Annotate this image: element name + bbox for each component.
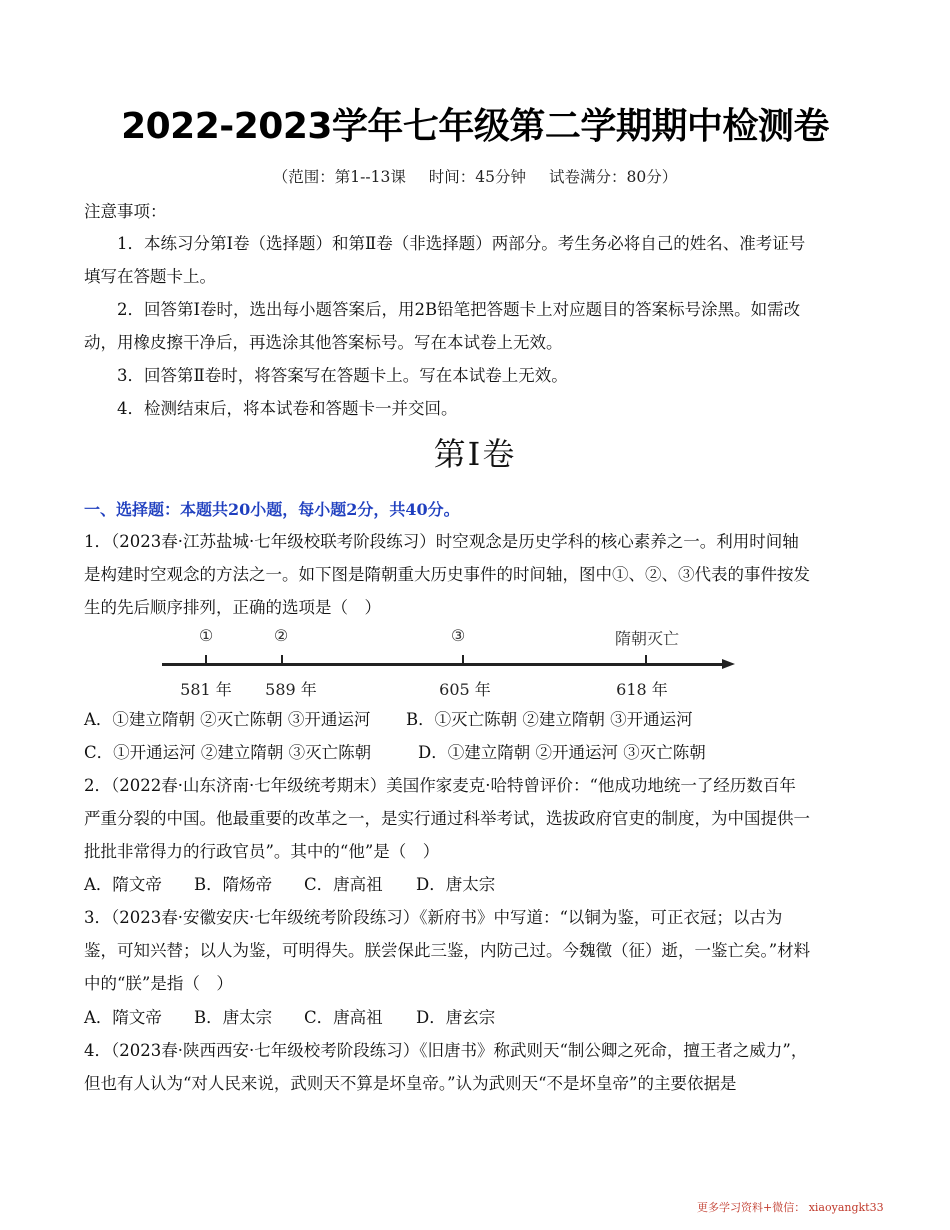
question-3-option-d[interactable]: D．唐玄宗 [416, 1008, 496, 1027]
question-1-options-row-1 [84, 703, 693, 736]
timeline-tick-1 [205, 655, 207, 664]
question-2-option-c[interactable]: C．唐高祖 [304, 875, 383, 894]
timeline-year-1: 581 年 [180, 680, 232, 699]
question-2-option-d[interactable]: D．唐太宗 [416, 875, 496, 894]
timeline-year-3: 605 年 [439, 680, 491, 699]
question-3-option-a[interactable]: A．隋文帝 [84, 1008, 162, 1027]
question-4-text: 4．（2023春·陕西西安·七年级校考阶段练习）《旧唐书》称武则天“制公卿之死命，擅王者之威力”，但也有人认为“对人民来说，武则天不算是坏皇帝。”认为武则天“不是坏皇帝”的主要依据是 [84, 1041, 808, 1093]
timeline-year-2: 589 年 [265, 680, 317, 699]
timeline-arrow [722, 659, 735, 669]
notes-heading: 注意事项： [84, 202, 167, 221]
question-2-option-b[interactable]: B．隋炀帝 [194, 875, 273, 894]
question-1-option-b[interactable]: B．①灭亡陈朝 ②建立隋朝 ③开通运河 [406, 710, 693, 729]
timeline-event-4: 隋朝灭亡 [614, 629, 680, 648]
question-3-options [84, 1001, 495, 1034]
timeline-year-4: 618 年 [616, 680, 668, 699]
question-1-option-d[interactable]: D．①建立隋朝 ②开通运河 ③灭亡陈朝 [418, 743, 706, 762]
question-1-options-row-2 [84, 736, 706, 769]
question-1-option-c[interactable]: C．①开通运河 ②建立隋朝 ③灭亡陈朝 [84, 743, 372, 762]
question-1-option-a[interactable]: A．①建立隋朝 ②灭亡陈朝 ③开通运河 [84, 710, 371, 729]
timeline-tick-3 [462, 655, 464, 664]
note-item-2: 2．回答第Ⅰ卷时，选出每小题答案后，用2B铅笔把答题卡上对应题目的答案标号涂黑。如需改动，用橡皮擦干净后，再选涂其他答案标号。写在本试卷上无效。 [84, 300, 801, 352]
exam-score: 试卷满分：80分） [548, 168, 678, 186]
timeline-tick-2 [281, 655, 283, 664]
timeline-event-2: ② [273, 626, 289, 645]
question-2-text: 2．（2022春·山东济南·七年级统考期末）美国作家麦克·哈特曾评价：“他成功地统一了经历数百年严重分裂的中国。他最重要的改革之一，是实行通过科举考试，选拔政府官吏的制度，为中国提供一批批非常得力的行政官员”。其中的“他”是（ ） [84, 776, 810, 861]
question-2-options [84, 868, 495, 901]
note-item-4: 4．检测结束后，将本试卷和答题卡一并交回。 [117, 399, 458, 418]
section-heading: 第Ⅰ卷 [433, 435, 517, 473]
question-2-option-a[interactable]: A．隋文帝 [84, 875, 162, 894]
timeline-event-3: ③ [450, 626, 466, 645]
exam-scope: （范围：第1--13课 [272, 168, 406, 186]
timeline-event-1: ① [198, 626, 214, 645]
timeline-axis [162, 663, 724, 666]
footer-watermark: 更多学习资料+微信： xiaoyangkt33 [697, 1201, 884, 1214]
question-1-text: 1．（2023春·江苏盐城·七年级校联考阶段练习）时空观念是历史学科的核心素养之一。利用时间轴是构建时空观念的方法之一。如下图是隋朝重大历史事件的时间轴，图中①、②、③代表的事件按发生的先后顺序排列，正确的选项是（ ） [84, 532, 810, 617]
note-item-3: 3．回答第Ⅱ卷时，将答案写在答题卡上。写在本试卷上无效。 [117, 366, 568, 385]
page-title: 2022-2023学年七年级第二学期期中检测卷 [121, 106, 829, 147]
question-3-text: 3．（2023春·安徽安庆·七年级统考阶段练习）《新府书》中写道：“以铜为鉴，可正衣冠；以古为鉴，可知兴替；以人为鉴，可明得失。朕尝保此三鉴，内防己过。今魏徵（征）逝，一鉴亡矣。”材料中的“朕”是指（ ） [84, 908, 811, 993]
note-item-1: 1．本练习分第Ⅰ卷（选择题）和第Ⅱ卷（非选择题）两部分。考生务必将自己的姓名、准考证号填写在答题卡上。 [84, 234, 806, 286]
exam-time: 时间：45分钟 [428, 168, 527, 186]
timeline-figure [150, 622, 750, 707]
question-3-option-b[interactable]: B．唐太宗 [194, 1008, 273, 1027]
exam-info [0, 165, 950, 187]
part-title: 一、选择题：本题共20小题，每小题2分，共40分。 [84, 500, 460, 519]
timeline-tick-4 [645, 655, 647, 664]
question-3-option-c[interactable]: C．唐高祖 [304, 1008, 383, 1027]
